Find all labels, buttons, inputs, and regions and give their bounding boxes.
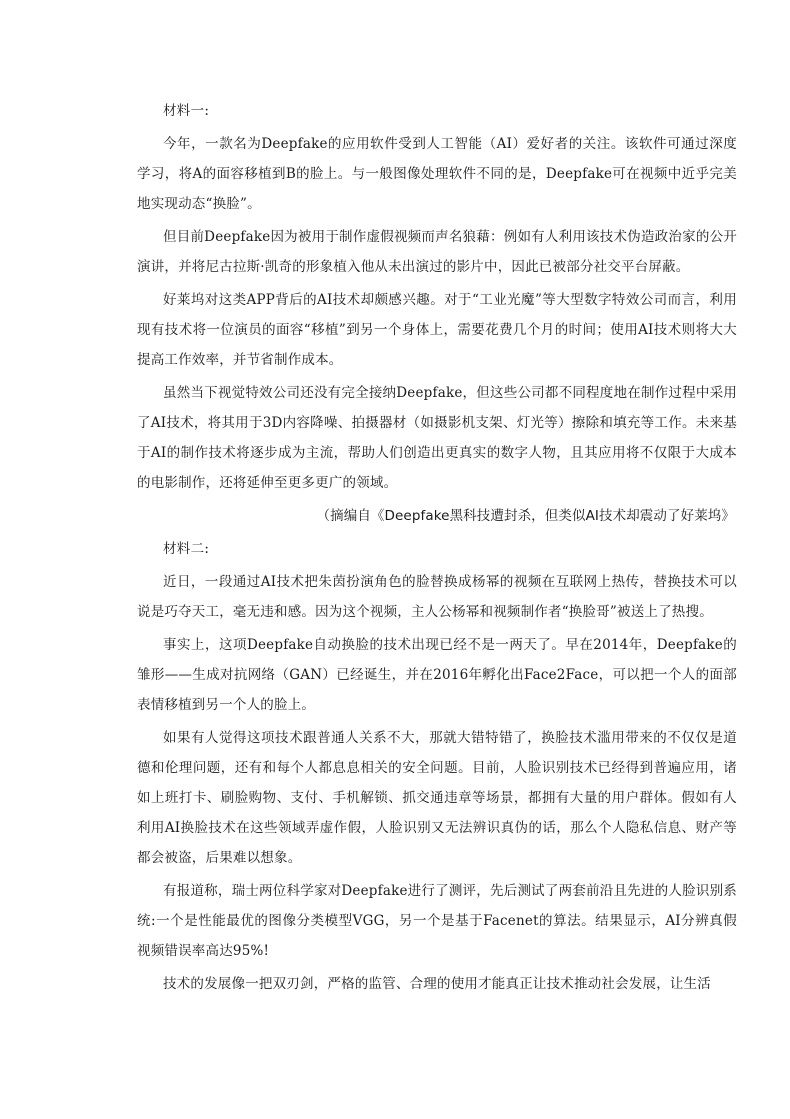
material-two-paragraph-5: 技术的发展像一把双刃剑，严格的监管、合理的使用才能真正让技术推动社会发展，让生活 [163, 976, 711, 992]
material-two-paragraph-3: 如果有人觉得这项技术跟普通人关系不大，那就大错特错了，换脸技术滥用带来的不仅仅是道德和伦理问题，还有和每个人都息息相关的安全问题。目前，人脸识别技术已经得到普遍应用，诸如上班打卡、刷脸购物、支付、手机解锁、抓交通违章等场景，都拥有大量的用户群体。假如有人利用AI换脸技术在这些领域弄虚作假，人脸识别又无法辨识真伪的话，那么个人隐私信息、财产等都会被盗，后果难以想象。 [137, 730, 737, 866]
material-one-paragraph-4: 虽然当下视觉特效公司还没有完全接纳Deepfake，但这些公司都不同程度地在制作过程中采用了AI技术，将其用于3D内容降噪、拍摄器材（如摄影机支架、灯光等）擦除和填充等工作。未来基于AI的制作技术将逐步成为主流，帮助人们创造出更真实的数字人物，且其应用将不仅限于大成本的电影制作，还将延伸至更多更广的领域。 [137, 385, 737, 491]
material-one-paragraph-3: 好莱坞对这类APP背后的AI技术却颇感兴趣。对于“工业光魔”等大型数字特效公司而言，利用现有技术将一位演员的面容“移植”到另一个身体上，需要花费几个月的时间；使用AI技术则将大大提高工作效率，并节省制作成本。 [137, 292, 737, 368]
material-one-source: （摘编自《Deepfake黑科技遭封杀，但类似AI技术却震动了好莱坞》 [316, 508, 735, 524]
material-one-paragraph-2: 但目前Deepfake因为被用于制作虚假视频而声名狼藉：例如有人利用该技术伪造政治家的公开演讲，并将尼古拉斯·凯奇的形象植入他从未出演过的影片中，因此已被部分社交平台屏蔽。 [137, 229, 737, 275]
material-two-paragraph-2: 事实上，这项Deepfake自动换脸的技术出现已经不是一两天了。早在2014年，Deepfake的雏形——生成对抗网络（GAN）已经诞生，并在2016年孵化出Face2Face，可以把一个人的面部表情移植到另一个人的脸上。 [137, 637, 737, 713]
material-two-paragraph-1: 近日，一段通过AI技术把朱茵扮演角色的脸替换成杨幂的视频在互联网上热传，替换技术可以说是巧夺天工，毫无违和感。因为这个视频，主人公杨幂和视频制作者“换脸哥”被送上了热搜。 [137, 574, 737, 620]
material-two-paragraph-4: 有报道称，瑞士两位科学家对Deepfake进行了测评，先后测试了两套前沿且先进的人脸识别系统:一个是性能最优的图像分类模型VGG，另一个是基于Facenet的算法。结果显示，AI分辨真假视频错误率高达95%! [137, 883, 737, 959]
material-one-paragraph-1: 今年，一款名为Deepfake的应用软件受到人工智能（AI）爱好者的关注。该软件可通过深度学习，将A的面容移植到B的脸上。与一般图像处理软件不同的是，Deepfake可在视频中近乎完美地实现动态“换脸”。 [137, 136, 737, 212]
material-two-heading: 材料二: [163, 541, 210, 557]
material-one-heading: 材料一: [163, 103, 210, 119]
article-body [137, 96, 737, 1002]
